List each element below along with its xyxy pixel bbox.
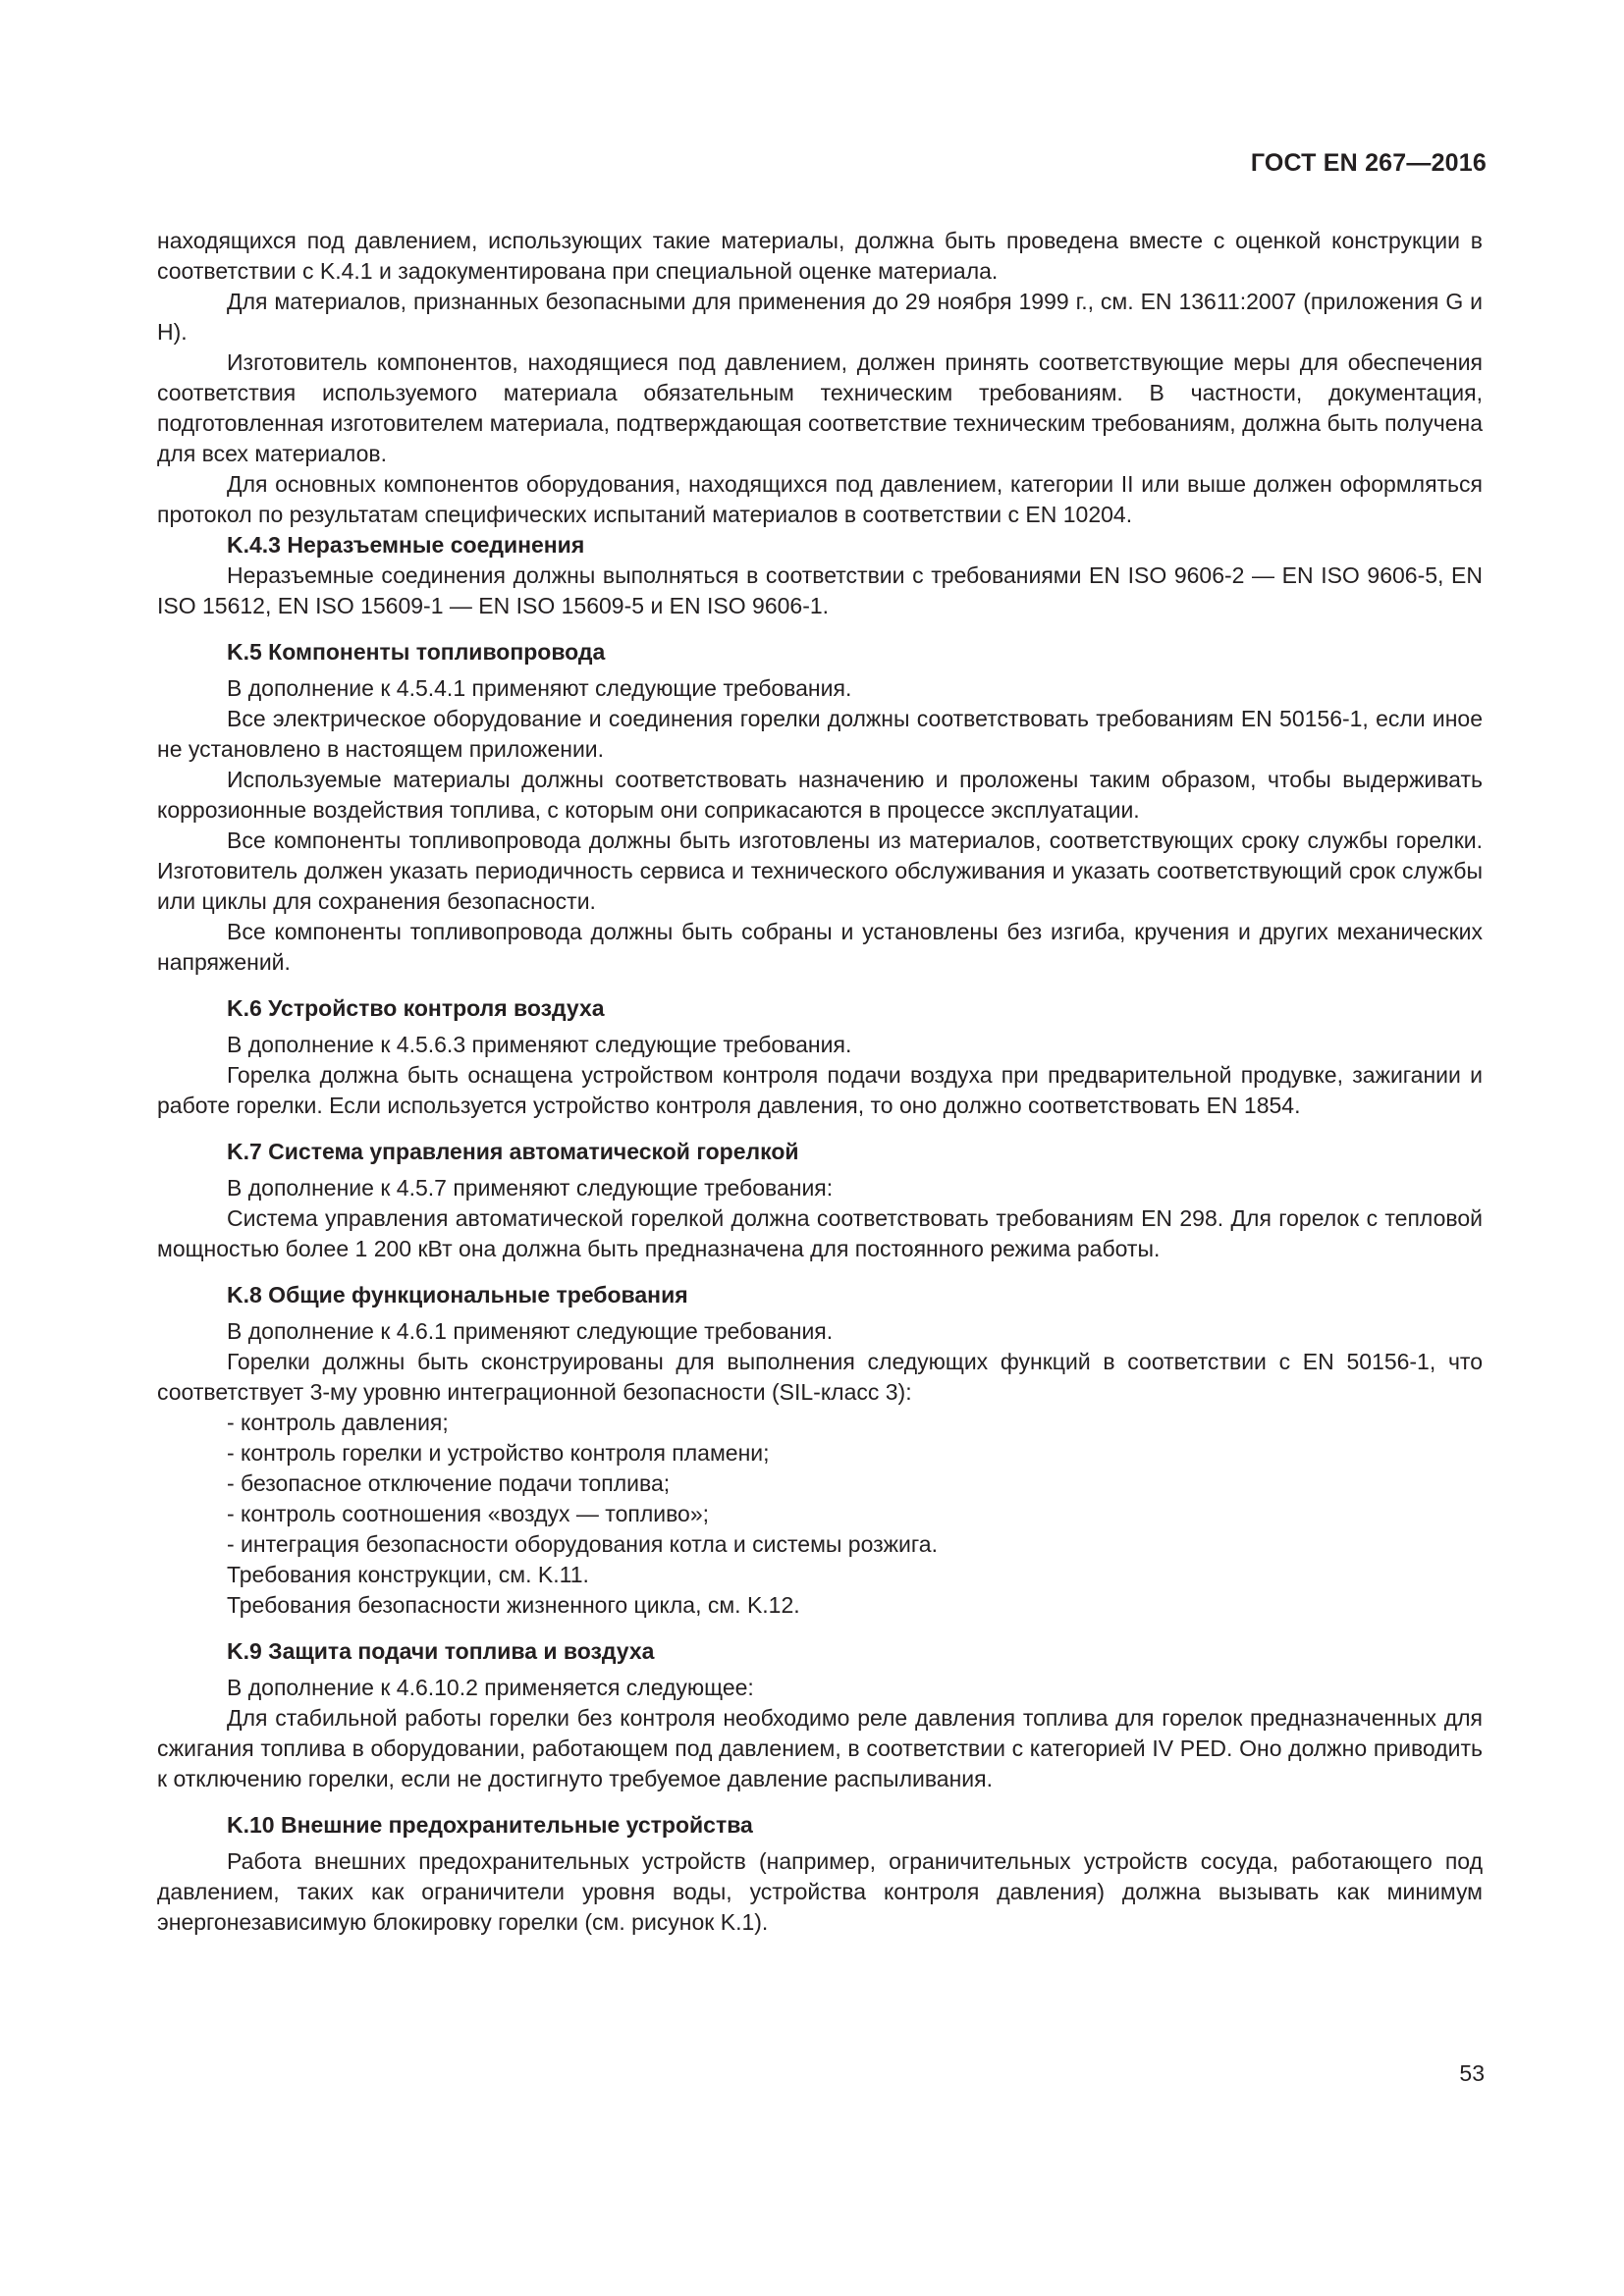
paragraph: Для материалов, признанных безопасными для применения до 29 ноября 1999 г., см. EN 13611:2007 (приложения G и H). <box>157 289 1483 345</box>
paragraph: Для основных компонентов оборудования, находящихся под давлением, категории II или выше должен оформляться протокол по результатам специфических испытаний материалов в соответствии с EN 10204. <box>157 471 1483 527</box>
paragraph: В дополнение к 4.5.4.1 применяют следующие требования. <box>227 675 852 701</box>
section-heading-k10: K.10 Внешние предохранительные устройства <box>227 1812 753 1838</box>
section-heading-k6: K.6 Устройство контроля воздуха <box>227 995 605 1021</box>
section-heading-k5: K.5 Компоненты топливопровода <box>227 639 606 665</box>
paragraph: Все электрическое оборудование и соединения горелки должны соответствовать требованиям EN 50156-1, если иное не установлено в настоящем приложении. <box>157 706 1483 762</box>
paragraph: Все компоненты топливопровода должны быть собраны и установлены без изгиба, кручения и других механических напряжений. <box>157 919 1483 975</box>
list-item: - безопасное отключение подачи топлива; <box>227 1470 671 1496</box>
paragraph: Работа внешних предохранительных устройств (например, ограничительных устройств сосуда, работающего под давлением, таких как ограничители уровня воды, устройства контроля давления) должна вызывать как минимум энергонезависимую блокировку горелки (см. рисунок K.1). <box>157 1848 1483 1935</box>
section-heading-k9: K.9 Защита подачи топлива и воздуха <box>227 1638 655 1664</box>
list-item: - контроль соотношения «воздух — топливо»; <box>227 1501 710 1526</box>
paragraph: Горелки должны быть сконструированы для выполнения следующих функций в соответствии с EN 50156-1, что соответствует 3-му уровню интеграционной безопасности (SIL-класс 3): <box>157 1349 1483 1405</box>
paragraph: Все компоненты топливопровода должны быть изготовлены из материалов, соответствующих сроку службы горелки. Изготовитель должен указать периодичность сервиса и технического обслуживания и указать соответствующий срок службы или циклы для сохранения безопасности. <box>157 828 1483 914</box>
list-item: - контроль давления; <box>227 1410 449 1435</box>
paragraph: В дополнение к 4.6.1 применяют следующие требования. <box>227 1318 834 1344</box>
page-number: 53 <box>1459 2060 1485 2086</box>
section-heading-k7: K.7 Система управления автоматической горелкой <box>227 1139 799 1164</box>
paragraph: В дополнение к 4.5.6.3 применяют следующие требования. <box>227 1032 852 1057</box>
paragraph: Горелка должна быть оснащена устройством контроля подачи воздуха при предварительной продувке, зажигании и работе горелки. Если используется устройство контроля давления, то оно должно соответствовать EN 1854. <box>157 1062 1483 1118</box>
paragraph: Используемые материалы должны соответствовать назначению и проложены таким образом, чтобы выдерживать коррозионные воздействия топлива, с которым они соприкасаются в процессе эксплуатации. <box>157 767 1483 823</box>
paragraph-continuation: находящихся под давлением, использующих такие материалы, должна быть проведена вместе с оценкой конструкции в соответствии с K.4.1 и задокументирована при специальной оценке материала. <box>157 228 1483 284</box>
paragraph: Требования конструкции, см. K.11. <box>227 1562 589 1587</box>
paragraph: Система управления автоматической горелкой должна соответствовать требованиям EN 298. Для горелок с тепловой мощностью более 1 200 кВт она должна быть предназначена для постоянного режима работы. <box>157 1205 1483 1261</box>
section-heading-k43: K.4.3 Неразъемные соединения <box>227 532 585 558</box>
list-item: - контроль горелки и устройство контроля пламени; <box>227 1440 770 1466</box>
paragraph: Требования безопасности жизненного цикла, см. K.12. <box>227 1592 800 1618</box>
section-heading-k8: K.8 Общие функциональные требования <box>227 1282 688 1308</box>
paragraph: Изготовитель компонентов, находящиеся под давлением, должен принять соответствующие меры для обеспечения соответствия используемого материала обязательным техническим требованиям. В частности, документация, подготовленная изготовителем материала, подтверждающая соответствие техническим требованиям, должна быть получена для всех материалов. <box>157 349 1484 466</box>
paragraph: В дополнение к 4.5.7 применяют следующие требования: <box>227 1175 834 1201</box>
paragraph: В дополнение к 4.6.10.2 применяется следующее: <box>227 1675 754 1700</box>
document-body <box>157 226 1483 1938</box>
list-item: - интеграция безопасности оборудования котла и системы розжига. <box>227 1531 938 1557</box>
document-code-header: ГОСТ EN 267—2016 <box>1250 149 1487 177</box>
paragraph: Для стабильной работы горелки без контроля необходимо реле давления топлива для горелок предназначенных для сжигания топлива в оборудовании, работающем под давлением, в соответствии с категорией IV PED. Оно должно приводить к отключению горелки, если не достигнуто требуемое давление распыливания. <box>157 1705 1483 1791</box>
paragraph: Неразъемные соединения должны выполняться в соответствии с требованиями EN ISO 9606-2 — EN ISO 9606-5, EN ISO 15612, EN ISO 15609-1 — EN ISO 15609-5 и EN ISO 9606-1. <box>157 562 1483 618</box>
